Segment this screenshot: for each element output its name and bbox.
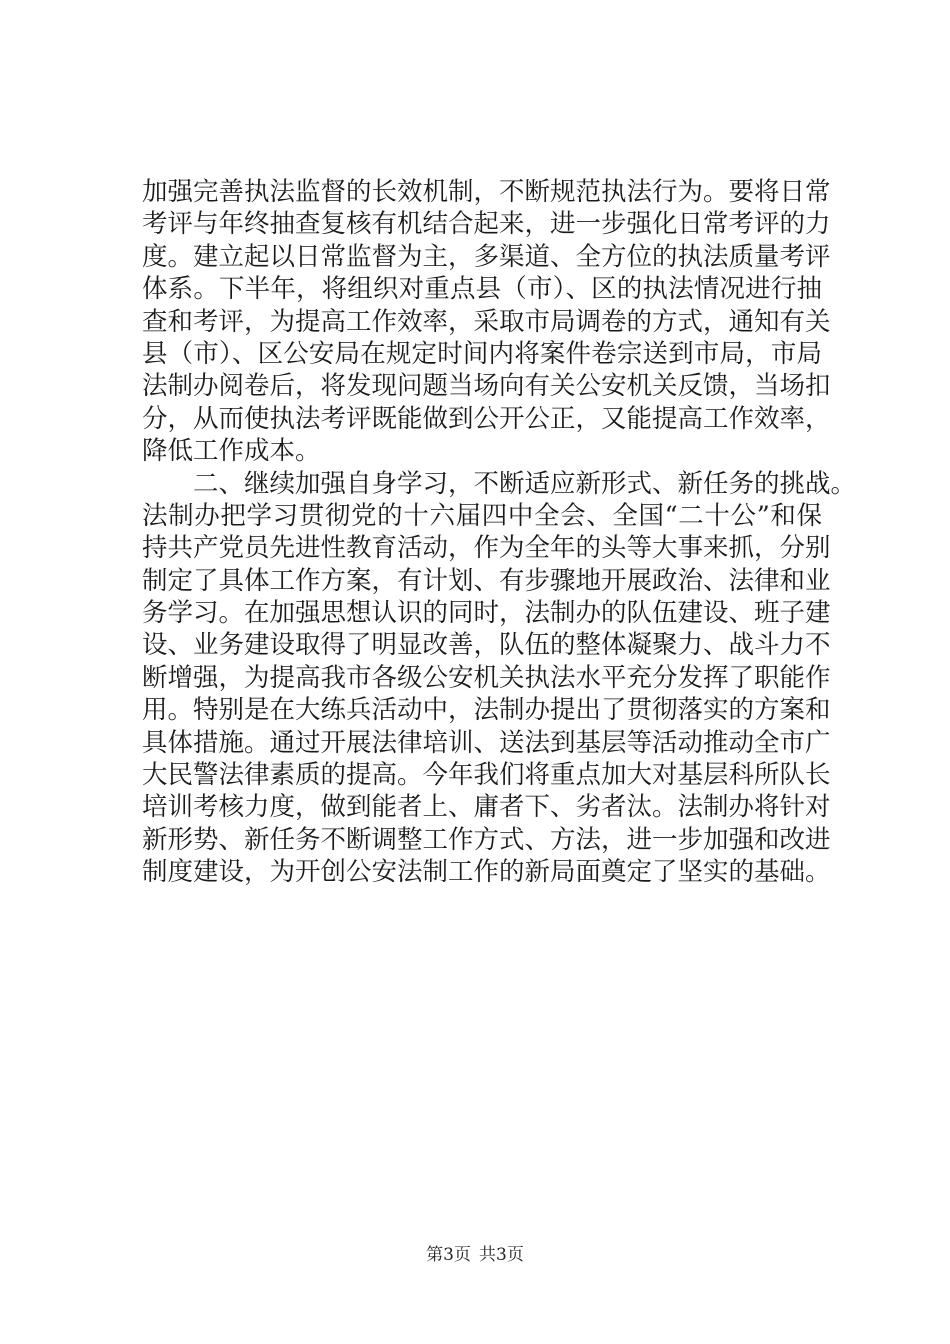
text-line: 制度建设，为开创公安法制工作的新局面奠定了坚实的基础。	[142, 857, 831, 888]
text-line: 设、业务建设取得了明显改善，队伍的整体凝聚力、战斗力不	[142, 630, 831, 661]
text-line: 法制办阅卷后，将发现问题当场向有关公安机关反馈，当场扣	[142, 371, 831, 402]
page-footer	[0, 1244, 950, 1266]
text-line: 培训考核力度，做到能者上、庸者下、劣者汰。法制办将针对	[142, 792, 831, 823]
text-line: 降低工作成本。	[142, 436, 321, 467]
text-line: 法制办把学习贯彻党的十六届四中全会、全国“二十公”和保	[142, 500, 822, 531]
page-number: 第3页	[426, 1245, 471, 1265]
text-line: 断增强，为提高我市各级公安机关执法水平充分发挥了职能作	[142, 662, 831, 693]
text-line: 分，从而使执法考评既能做到公开公正，又能提高工作效率，	[142, 403, 831, 434]
text-line: 务学习。在加强思想认识的同时，法制办的队伍建设、班子建	[142, 598, 831, 629]
text-line: 新形势、新任务不断调整工作方式、方法，进一步加强和改进	[142, 824, 831, 855]
paragraph-2	[142, 468, 857, 889]
text-line: 度。建立起以日常监督为主，多渠道、全方位的执法质量考评	[142, 241, 831, 272]
text-line: 加强完善执法监督的长效机制，不断规范执法行为。要将日常	[142, 177, 831, 207]
text-line: 二、继续加强自身学习，不断适应新形式、新任务的挑战。	[193, 468, 857, 499]
text-line: 制定了具体工作方案，有计划、有步骤地开展政治、法律和业	[142, 565, 831, 596]
text-line: 用。特别是在大练兵活动中，法制办提出了贯彻落实的方案和	[142, 695, 831, 726]
text-line: 考评与年终抽查复核有机结合起来，进一步强化日常考评的力	[142, 209, 831, 240]
text-line: 具体措施。通过开展法律培训、送法到基层等活动推动全市广	[142, 727, 831, 758]
text-line: 持共产党员先进性教育活动，作为全年的头等大事来抓，分别	[142, 533, 831, 564]
paragraph-1	[142, 176, 831, 468]
text-line: 大民警法律素质的提高。今年我们将重点加大对基层科所队长	[142, 760, 831, 791]
text-line: 县（市）、区公安局在规定时间内将案件卷宗送到市局，市局	[142, 338, 822, 369]
body-text	[142, 176, 857, 889]
text-line: 查和考评，为提高工作效率，采取市局调卷的方式，通知有关	[142, 306, 831, 337]
page-total: 共3页	[479, 1245, 524, 1265]
text-line: 体系。下半年，将组织对重点县（市）、区的执法情况进行抽	[142, 274, 822, 305]
